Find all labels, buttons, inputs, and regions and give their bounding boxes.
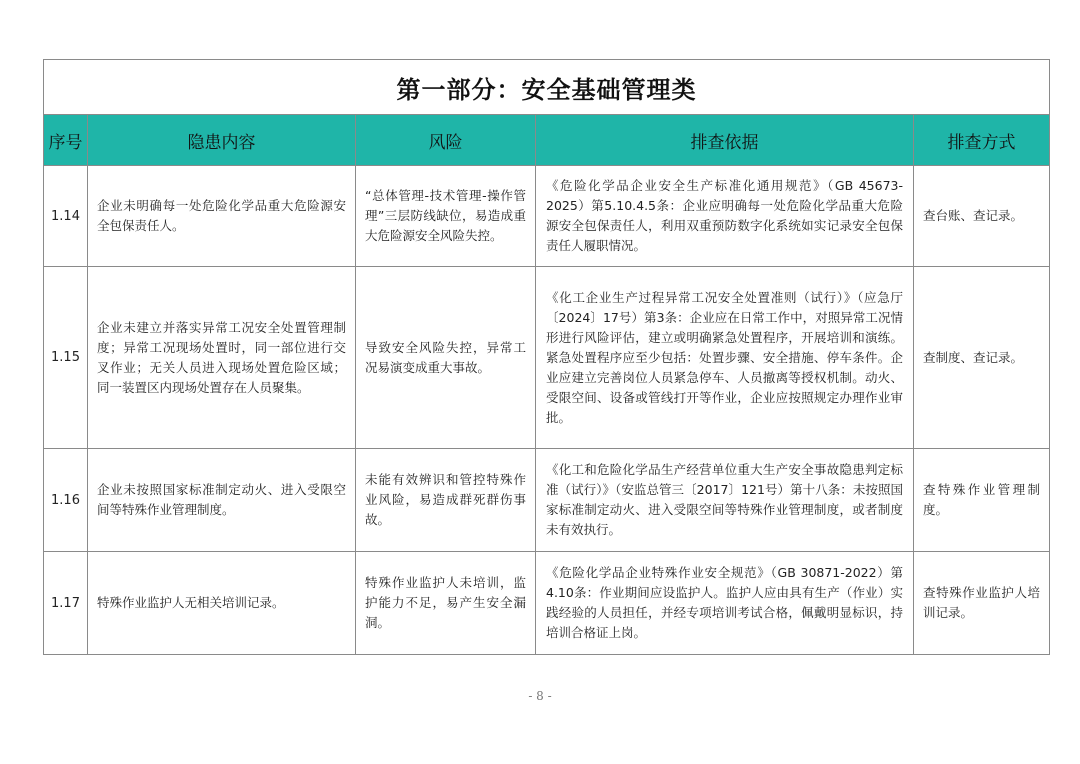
row-risk: 特殊作业监护人未培训，监护能力不足，易产生安全漏洞。 bbox=[356, 552, 536, 655]
column-header-index: 序号 bbox=[44, 115, 88, 166]
page-number: - 8 - bbox=[528, 689, 552, 703]
row-hazard: 特殊作业监护人无相关培训记录。 bbox=[88, 552, 356, 655]
row-index: 1.15 bbox=[44, 267, 88, 449]
row-index: 1.17 bbox=[44, 552, 88, 655]
table-row bbox=[44, 267, 1050, 449]
row-basis: 《危险化学品企业特殊作业安全规范》（GB 30871-2022）第4.10条：作业期间应设监护人。监护人应由具有生产（作业）实践经验的人员担任，并经专项培训考试合格，佩戴明显标识，持培训合格证上岗。 bbox=[536, 552, 914, 655]
row-method: 查台账、查记录。 bbox=[914, 166, 1050, 267]
row-method: 查特殊作业监护人培训记录。 bbox=[914, 552, 1050, 655]
table-row bbox=[44, 449, 1050, 552]
table-row bbox=[44, 166, 1050, 267]
row-index: 1.14 bbox=[44, 166, 88, 267]
row-hazard: 企业未明确每一处危险化学品重大危险源安全包保责任人。 bbox=[88, 166, 356, 267]
column-header-hazard: 隐患内容 bbox=[88, 115, 356, 166]
row-method: 查特殊作业管理制度。 bbox=[914, 449, 1050, 552]
row-hazard: 企业未按照国家标准制定动火、进入受限空间等特殊作业管理制度。 bbox=[88, 449, 356, 552]
table-row bbox=[44, 552, 1050, 655]
row-index: 1.16 bbox=[44, 449, 88, 552]
hazard-table bbox=[43, 59, 1050, 655]
row-risk: “总体管理-技术管理-操作管理”三层防线缺位，易造成重大危险源安全风险失控。 bbox=[356, 166, 536, 267]
column-header-risk: 风险 bbox=[356, 115, 536, 166]
column-header-basis: 排查依据 bbox=[536, 115, 914, 166]
title-row bbox=[44, 60, 1050, 115]
row-risk: 导致安全风险失控，异常工况易演变成重大事故。 bbox=[356, 267, 536, 449]
row-hazard: 企业未建立并落实异常工况安全处置管理制度；异常工况现场处置时，同一部位进行交叉作业；无关人员进入现场处置危险区域；同一装置区内现场处置存在人员聚集。 bbox=[88, 267, 356, 449]
section-title: 第一部分：安全基础管理类 bbox=[44, 60, 1050, 115]
row-basis: 《危险化学品企业安全生产标准化通用规范》（GB 45673-2025）第5.10.4.5条：企业应明确每一处危险化学品重大危险源安全包保责任人，利用双重预防数字化系统如实记录安全包保责任人履职情况。 bbox=[536, 166, 914, 267]
column-header-method: 排查方式 bbox=[914, 115, 1050, 166]
row-method: 查制度、查记录。 bbox=[914, 267, 1050, 449]
header-row bbox=[44, 115, 1050, 166]
row-basis: 《化工和危险化学品生产经营单位重大生产安全事故隐患判定标准（试行）》（安监总管三〔2017〕121号）第十八条：未按照国家标准制定动火、进入受限空间等特殊作业管理制度，或者制度未有效执行。 bbox=[536, 449, 914, 552]
row-risk: 未能有效辨识和管控特殊作业风险，易造成群死群伤事故。 bbox=[356, 449, 536, 552]
row-basis: 《化工企业生产过程异常工况安全处置准则（试行）》（应急厅〔2024〕17号）第3条：企业应在日常工作中，对照异常工况情形进行风险评估，建立或明确紧急处置程序，开展培训和演练。紧急处置程序应至少包括：处置步骤、安全措施、停车条件。企业应建立完善岗位人员紧急停车、人员撤离等授权机制。动火、受限空间、设备或管线打开等作业，企业应按照规定办理作业审批。 bbox=[536, 267, 914, 449]
